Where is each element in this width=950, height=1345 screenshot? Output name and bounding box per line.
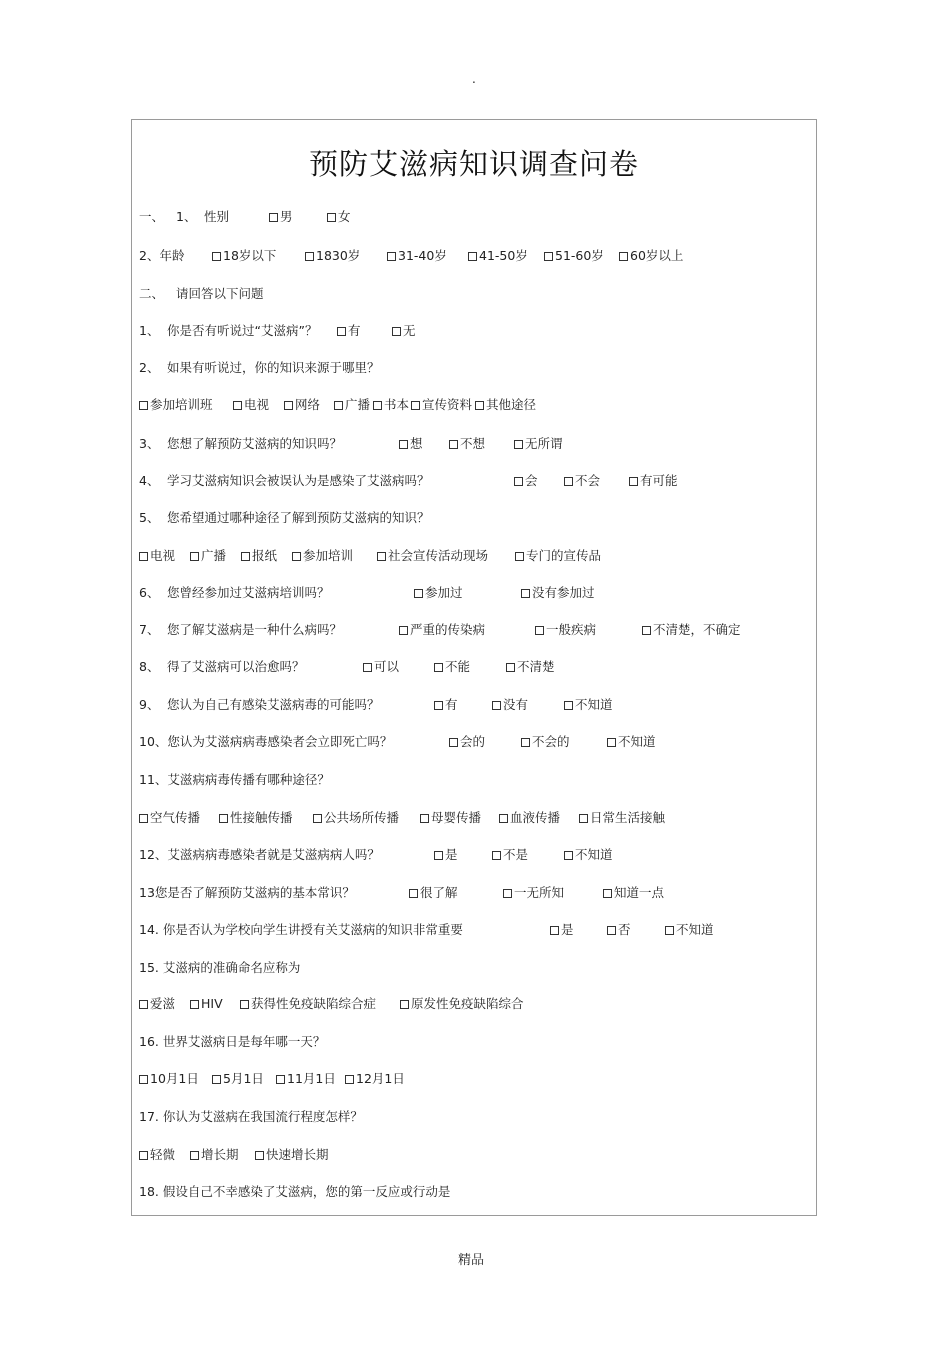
checkbox-option[interactable] — [579, 810, 665, 826]
checkbox-icon[interactable] — [269, 213, 278, 222]
checkbox-icon[interactable] — [387, 252, 396, 261]
checkbox-option[interactable] — [468, 248, 528, 264]
checkbox-option[interactable] — [387, 248, 447, 264]
checkbox-icon[interactable] — [607, 738, 616, 747]
checkbox-option[interactable] — [139, 397, 213, 413]
checkbox-option[interactable] — [139, 548, 175, 564]
question-text: 12、艾滋病病毒感染者就是艾滋病病人吗？ — [139, 847, 380, 862]
checkbox-icon[interactable] — [305, 252, 314, 261]
option-label: 网络 — [295, 397, 321, 412]
question-text: 2、 — [139, 360, 160, 375]
checkbox-option[interactable] — [642, 622, 741, 638]
checkbox-option[interactable] — [499, 810, 560, 826]
checkbox-icon[interactable] — [233, 401, 242, 410]
option-label: HIV — [201, 996, 223, 1011]
option-label: 不能 — [445, 659, 471, 674]
checkbox-option[interactable] — [305, 248, 360, 264]
checkbox-option[interactable] — [334, 397, 370, 413]
option-label: 血液传播 — [510, 810, 561, 825]
option-label: 公共场所传播 — [324, 810, 400, 825]
option-label: 不是 — [503, 847, 529, 862]
checkbox-option[interactable] — [607, 734, 656, 750]
checkbox-icon[interactable] — [255, 1151, 264, 1160]
question-text: 15. 艾滋病的准确命名应称为 — [139, 960, 301, 975]
option-label: 没有 — [503, 697, 529, 712]
checkbox-icon[interactable] — [434, 851, 443, 860]
checkbox-option[interactable] — [492, 697, 528, 713]
checkbox-icon[interactable] — [499, 814, 508, 823]
question-text: 二、 — [139, 286, 165, 301]
checkbox-option[interactable] — [399, 436, 423, 452]
checkbox-option[interactable] — [414, 585, 463, 601]
option-label: 有 — [348, 323, 361, 338]
checkbox-option[interactable] — [515, 548, 601, 564]
option-label: 会的 — [460, 734, 486, 749]
checkbox-option[interactable] — [345, 1071, 405, 1087]
option-label: 可以 — [374, 659, 400, 674]
checkbox-icon[interactable] — [449, 738, 458, 747]
question-text: 你是否有听说过“艾滋病”？ — [167, 323, 318, 338]
checkbox-icon[interactable] — [514, 440, 523, 449]
checkbox-icon[interactable] — [241, 552, 250, 561]
checkbox-option[interactable] — [327, 209, 351, 225]
question-text: 10、您认为艾滋病病毒感染者会立即死亡吗？ — [139, 734, 393, 749]
option-label: 专门的宣传品 — [526, 548, 602, 563]
option-label: 1830岁 — [316, 248, 361, 263]
checkbox-icon[interactable] — [550, 926, 559, 935]
checkbox-option[interactable] — [434, 847, 458, 863]
checkbox-icon[interactable] — [212, 252, 221, 261]
question-text: 5、 — [139, 510, 160, 525]
option-label: 否 — [618, 922, 631, 937]
checkbox-option[interactable] — [434, 659, 470, 675]
checkbox-icon[interactable] — [579, 814, 588, 823]
option-label: 不清楚，不确定 — [653, 622, 741, 637]
option-label: 日常生活接触 — [590, 810, 666, 825]
checkbox-option[interactable] — [139, 810, 200, 826]
checkbox-option[interactable] — [475, 397, 536, 413]
option-label: 电视 — [150, 548, 176, 563]
checkbox-option[interactable] — [514, 473, 538, 489]
checkbox-option[interactable] — [276, 1071, 336, 1087]
checkbox-icon[interactable] — [607, 926, 616, 935]
option-label: 宣传资料 — [422, 397, 473, 412]
checkbox-option[interactable] — [363, 659, 399, 675]
header-dot: . — [472, 72, 476, 86]
option-label: 性接触传播 — [230, 810, 293, 825]
page-title: 预防艾滋病知识调查问卷 — [308, 147, 639, 181]
checkbox-option[interactable] — [521, 585, 595, 601]
option-label: 女 — [338, 209, 351, 224]
checkbox-icon[interactable] — [139, 552, 148, 561]
checkbox-option[interactable] — [190, 996, 223, 1012]
question-text: 7、 — [139, 622, 160, 637]
checkbox-icon[interactable] — [564, 477, 573, 486]
checkbox-option[interactable] — [219, 810, 293, 826]
option-label: 快速增长期 — [266, 1147, 329, 1162]
checkbox-option[interactable] — [269, 209, 293, 225]
option-label: 书本 — [384, 397, 410, 412]
checkbox-option[interactable] — [564, 697, 613, 713]
checkbox-option[interactable] — [337, 323, 361, 339]
checkbox-option[interactable] — [514, 436, 563, 452]
option-label: 不知道 — [575, 697, 613, 712]
checkbox-icon[interactable] — [139, 1000, 148, 1009]
checkbox-option[interactable] — [449, 436, 485, 452]
checkbox-icon[interactable] — [434, 663, 443, 672]
option-label: 严重的传染病 — [410, 622, 486, 637]
question-text: 1、 — [139, 323, 160, 338]
option-label: 电视 — [244, 397, 270, 412]
question-text: 您希望通过哪种途径了解到预防艾滋病的知识？ — [167, 510, 430, 525]
option-label: 10月1日 — [150, 1071, 199, 1086]
checkbox-option[interactable] — [139, 1147, 175, 1163]
checkbox-option[interactable] — [564, 473, 600, 489]
option-label: 不知道 — [618, 734, 656, 749]
checkbox-icon[interactable] — [434, 701, 443, 710]
checkbox-icon[interactable] — [642, 626, 651, 635]
checkbox-icon[interactable] — [629, 477, 638, 486]
option-label: 知道一点 — [614, 885, 665, 900]
checkbox-icon[interactable] — [521, 738, 530, 747]
checkbox-option[interactable] — [241, 548, 277, 564]
question-text: 学习艾滋病知识会被误认为是感染了艾滋病吗？ — [167, 473, 430, 488]
checkbox-icon[interactable] — [411, 401, 420, 410]
checkbox-icon[interactable] — [514, 477, 523, 486]
checkbox-icon[interactable] — [564, 701, 573, 710]
question-text: 13您是否了解预防艾滋病的基本常识？ — [139, 885, 355, 900]
checkbox-icon[interactable] — [492, 851, 501, 860]
checkbox-icon[interactable] — [327, 213, 336, 222]
checkbox-option[interactable] — [233, 397, 269, 413]
checkbox-icon[interactable] — [475, 401, 484, 410]
checkbox-icon[interactable] — [190, 1151, 199, 1160]
option-label: 不清楚 — [517, 659, 555, 674]
option-label: 增长期 — [201, 1147, 239, 1162]
checkbox-icon[interactable] — [313, 814, 322, 823]
checkbox-option[interactable] — [313, 810, 399, 826]
checkbox-icon[interactable] — [564, 851, 573, 860]
footer-label: 精品 — [458, 1253, 485, 1268]
checkbox-option[interactable] — [535, 622, 596, 638]
checkbox-option[interactable] — [564, 847, 613, 863]
checkbox-option[interactable] — [503, 885, 564, 901]
question-text: 得了艾滋病可以治愈吗？ — [167, 659, 305, 674]
question-text: 18. 假设自己不幸感染了艾滋病，您的第一反应或行动是 — [139, 1184, 451, 1199]
checkbox-icon[interactable] — [503, 889, 512, 898]
checkbox-icon[interactable] — [363, 663, 372, 672]
option-label: 参加培训班 — [150, 397, 213, 412]
option-label: 广播 — [201, 548, 227, 563]
checkbox-option[interactable] — [619, 248, 683, 264]
checkbox-option[interactable] — [190, 1147, 239, 1163]
checkbox-icon[interactable] — [619, 252, 628, 261]
option-label: 有 — [445, 697, 458, 712]
checkbox-option[interactable] — [240, 996, 376, 1012]
checkbox-option[interactable] — [373, 397, 409, 413]
checkbox-option[interactable] — [411, 397, 472, 413]
checkbox-icon[interactable] — [139, 1075, 148, 1084]
checkbox-option[interactable] — [292, 548, 353, 564]
checkbox-icon[interactable] — [345, 1075, 354, 1084]
checkbox-icon[interactable] — [284, 401, 293, 410]
checkbox-icon[interactable] — [334, 401, 343, 410]
checkbox-option[interactable] — [629, 473, 678, 489]
checkbox-option[interactable] — [550, 922, 574, 938]
question-text: 您曾经参加过艾滋病培训吗？ — [167, 585, 330, 600]
question-text: 3、 — [139, 436, 160, 451]
checkbox-icon[interactable] — [212, 1075, 221, 1084]
checkbox-option[interactable] — [255, 1147, 329, 1163]
option-label: 报纸 — [252, 548, 278, 563]
option-label: 11月1日 — [287, 1071, 336, 1086]
option-label: 31-40岁 — [398, 248, 447, 263]
checkbox-icon[interactable] — [414, 589, 423, 598]
question-text: 请回答以下问题 — [176, 286, 264, 301]
option-label: 男 — [280, 209, 293, 224]
checkbox-option[interactable] — [434, 697, 458, 713]
checkbox-icon[interactable] — [420, 814, 429, 823]
checkbox-option[interactable] — [607, 922, 631, 938]
checkbox-icon[interactable] — [515, 552, 524, 561]
option-label: 是 — [445, 847, 458, 862]
option-label: 会 — [525, 473, 538, 488]
question-text: 16. 世界艾滋病日是每年哪一天？ — [139, 1034, 326, 1049]
option-label: 41-50岁 — [479, 248, 528, 263]
checkbox-option[interactable] — [400, 996, 524, 1012]
checkbox-option[interactable] — [521, 734, 570, 750]
option-label: 参加过 — [425, 585, 463, 600]
option-label: 一般疾病 — [546, 622, 597, 637]
option-label: 12月1日 — [356, 1071, 405, 1086]
question-text: 2、年龄 — [139, 248, 185, 263]
option-label: 母婴传播 — [431, 810, 482, 825]
checkbox-icon[interactable] — [665, 926, 674, 935]
checkbox-option[interactable] — [665, 922, 714, 938]
option-label: 不会 — [575, 473, 601, 488]
checkbox-icon[interactable] — [337, 327, 346, 336]
checkbox-icon[interactable] — [468, 252, 477, 261]
checkbox-icon[interactable] — [139, 814, 148, 823]
checkbox-icon[interactable] — [190, 552, 199, 561]
option-label: 没有参加过 — [532, 585, 595, 600]
checkbox-icon[interactable] — [521, 589, 530, 598]
question-text: 1、 — [176, 209, 197, 224]
checkbox-icon[interactable] — [276, 1075, 285, 1084]
question-text: 您了解艾滋病是一种什么病吗？ — [167, 622, 343, 637]
option-label: 社会宣传活动现场 — [388, 548, 489, 563]
option-label: 获得性免疫缺陷综合症 — [251, 996, 377, 1011]
checkbox-option[interactable] — [139, 996, 175, 1012]
checkbox-icon[interactable] — [377, 552, 386, 561]
checkbox-option[interactable] — [139, 1071, 199, 1087]
checkbox-option[interactable] — [212, 248, 276, 264]
option-label: 无所谓 — [525, 436, 563, 451]
option-label: 不会的 — [532, 734, 570, 749]
question-text: 一、 — [139, 209, 165, 224]
question-text: 11、艾滋病病毒传播有哪种途径？ — [139, 772, 330, 787]
checkbox-icon[interactable] — [544, 252, 553, 261]
option-label: 很了解 — [420, 885, 458, 900]
option-label: 其他途径 — [486, 397, 537, 412]
option-label: 广播 — [345, 397, 371, 412]
checkbox-icon[interactable] — [399, 440, 408, 449]
option-label: 不知道 — [575, 847, 613, 862]
checkbox-icon[interactable] — [399, 626, 408, 635]
option-label: 是 — [561, 922, 574, 937]
option-label: 无 — [403, 323, 416, 338]
checkbox-option[interactable] — [377, 548, 488, 564]
option-label: 不想 — [460, 436, 486, 451]
checkbox-option[interactable] — [506, 659, 555, 675]
checkbox-option[interactable] — [449, 734, 485, 750]
question-text: 您认为自己有感染艾滋病毒的可能吗？ — [167, 697, 380, 712]
checkbox-icon[interactable] — [535, 626, 544, 635]
option-label: 想 — [410, 436, 423, 451]
checkbox-option[interactable] — [492, 847, 528, 863]
option-label: 51-60岁 — [555, 248, 604, 263]
option-label: 有可能 — [640, 473, 678, 488]
question-text: 如果有听说过，你的知识来源于哪里？ — [167, 360, 380, 375]
option-label: 一无所知 — [514, 885, 565, 900]
checkbox-icon[interactable] — [400, 1000, 409, 1009]
checkbox-icon[interactable] — [492, 701, 501, 710]
checkbox-icon[interactable] — [506, 663, 515, 672]
option-label: 5月1日 — [223, 1071, 264, 1086]
question-text: 17. 你认为艾滋病在我国流行程度怎样？ — [139, 1109, 363, 1124]
checkbox-option[interactable] — [399, 622, 485, 638]
checkbox-icon[interactable] — [373, 401, 382, 410]
checkbox-option[interactable] — [212, 1071, 264, 1087]
option-label: 爱滋 — [150, 996, 176, 1011]
checkbox-icon[interactable] — [292, 552, 301, 561]
checkbox-option[interactable] — [392, 323, 416, 339]
question-text: 性别 — [204, 209, 230, 224]
checkbox-icon[interactable] — [219, 814, 228, 823]
checkbox-icon[interactable] — [392, 327, 401, 336]
checkbox-icon[interactable] — [449, 440, 458, 449]
checkbox-icon[interactable] — [139, 401, 148, 410]
option-label: 参加培训 — [303, 548, 354, 563]
checkbox-icon[interactable] — [603, 889, 612, 898]
option-label: 不知道 — [676, 922, 714, 937]
checkbox-option[interactable] — [190, 548, 226, 564]
question-text: 9、 — [139, 697, 160, 712]
checkbox-option[interactable] — [420, 810, 481, 826]
checkbox-option[interactable] — [409, 885, 458, 901]
option-label: 空气传播 — [150, 810, 201, 825]
question-text: 6、 — [139, 585, 160, 600]
checkbox-icon[interactable] — [190, 1000, 199, 1009]
option-label: 原发性免疫缺陷综合 — [411, 996, 524, 1011]
question-text: 4、 — [139, 473, 160, 488]
option-label: 18岁以下 — [223, 248, 277, 263]
checkbox-icon[interactable] — [409, 889, 418, 898]
checkbox-option[interactable] — [284, 397, 320, 413]
question-text: 14. 你是否认为学校向学生讲授有关艾滋病的知识非常重要 — [139, 922, 463, 937]
checkbox-option[interactable] — [603, 885, 664, 901]
question-text: 您想了解预防艾滋病的知识吗？ — [167, 436, 343, 451]
checkbox-icon[interactable] — [139, 1151, 148, 1160]
checkbox-icon[interactable] — [240, 1000, 249, 1009]
option-label: 轻微 — [150, 1147, 176, 1162]
question-text: 8、 — [139, 659, 160, 674]
checkbox-option[interactable] — [544, 248, 604, 264]
option-label: 60岁以上 — [630, 248, 684, 263]
